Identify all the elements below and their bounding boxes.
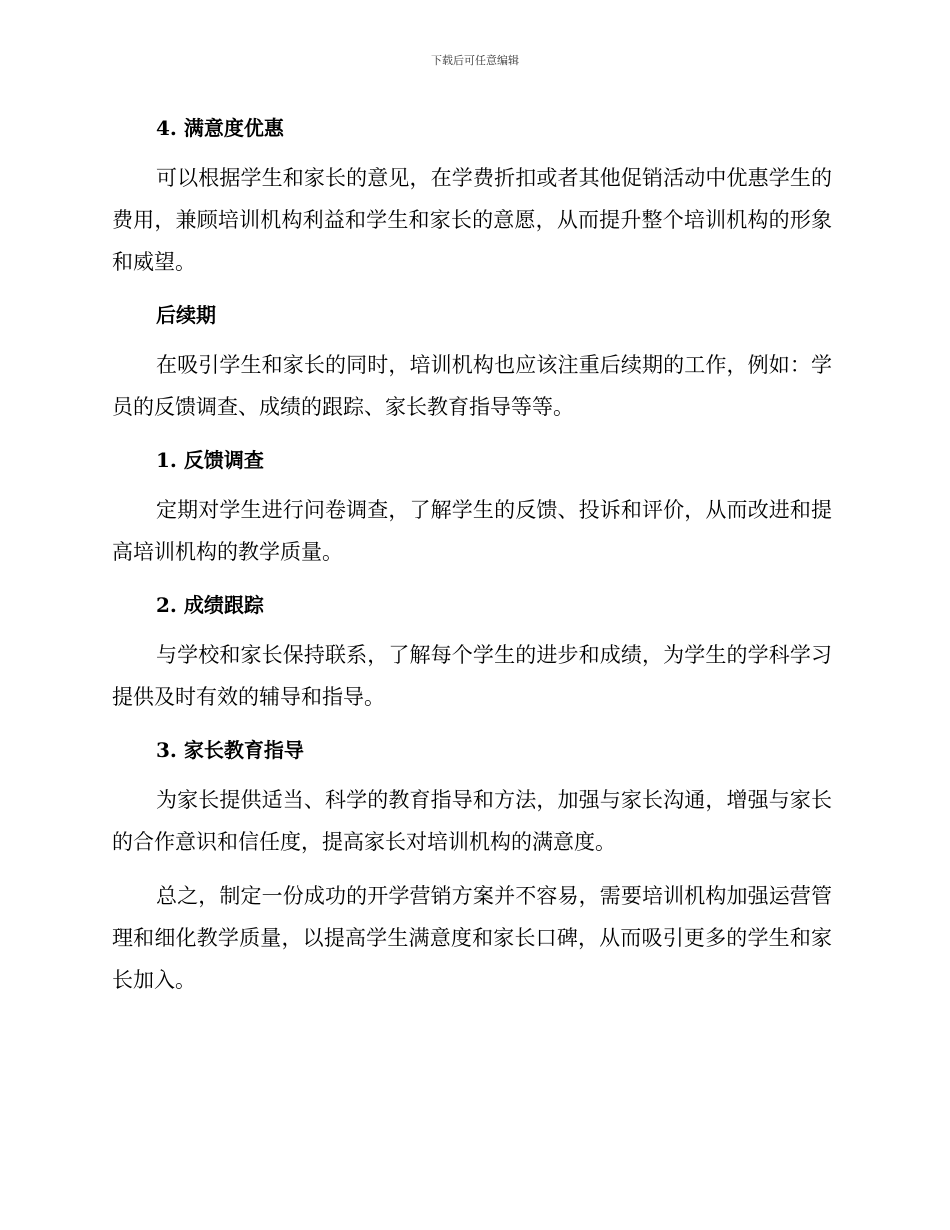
paragraph-feedback-survey: 定期对学生进行问卷调查，了解学生的反馈、投诉和评价，从而改进和提高培训机构的教学质量。 [112,498,832,564]
paragraph-follow-up-period: 在吸引学生和家长的同时，培训机构也应该注重后续期的工作，例如：学员的反馈调查、成绩的跟踪、家长教育指导等等。 [112,353,832,419]
paragraph-parent-guidance: 为家长提供适当、科学的教育指导和方法，加强与家长沟通，增强与家长的合作意识和信任度，提高家长对培训机构的满意度。 [112,788,832,854]
heading-follow-up-period: 后续期 [156,303,216,327]
paragraph-conclusion: 总之，制定一份成功的开学营销方案并不容易，需要培训机构加强运营管理和细化教学质量，以提高学生满意度和家长口碑，从而吸引更多的学生和家长加入。 [112,884,832,992]
heading-satisfaction-discount: 4. 满意度优惠 [156,116,284,140]
heading-parent-guidance: 3. 家长教育指导 [156,738,304,762]
header-note: 下载后可任意编辑 [431,54,519,67]
heading-grade-tracking: 2. 成绩跟踪 [156,593,264,617]
document-body [112,108,832,1013]
paragraph-grade-tracking: 与学校和家长保持联系，了解每个学生的进步和成绩，为学生的学科学习提供及时有效的辅导和指导。 [112,643,832,709]
paragraph-satisfaction-discount: 可以根据学生和家长的意见，在学费折扣或者其他促销活动中优惠学生的费用，兼顾培训机构利益和学生和家长的意愿，从而提升整个培训机构的形象和威望。 [112,166,832,274]
heading-feedback-survey: 1. 反馈调查 [156,448,264,472]
